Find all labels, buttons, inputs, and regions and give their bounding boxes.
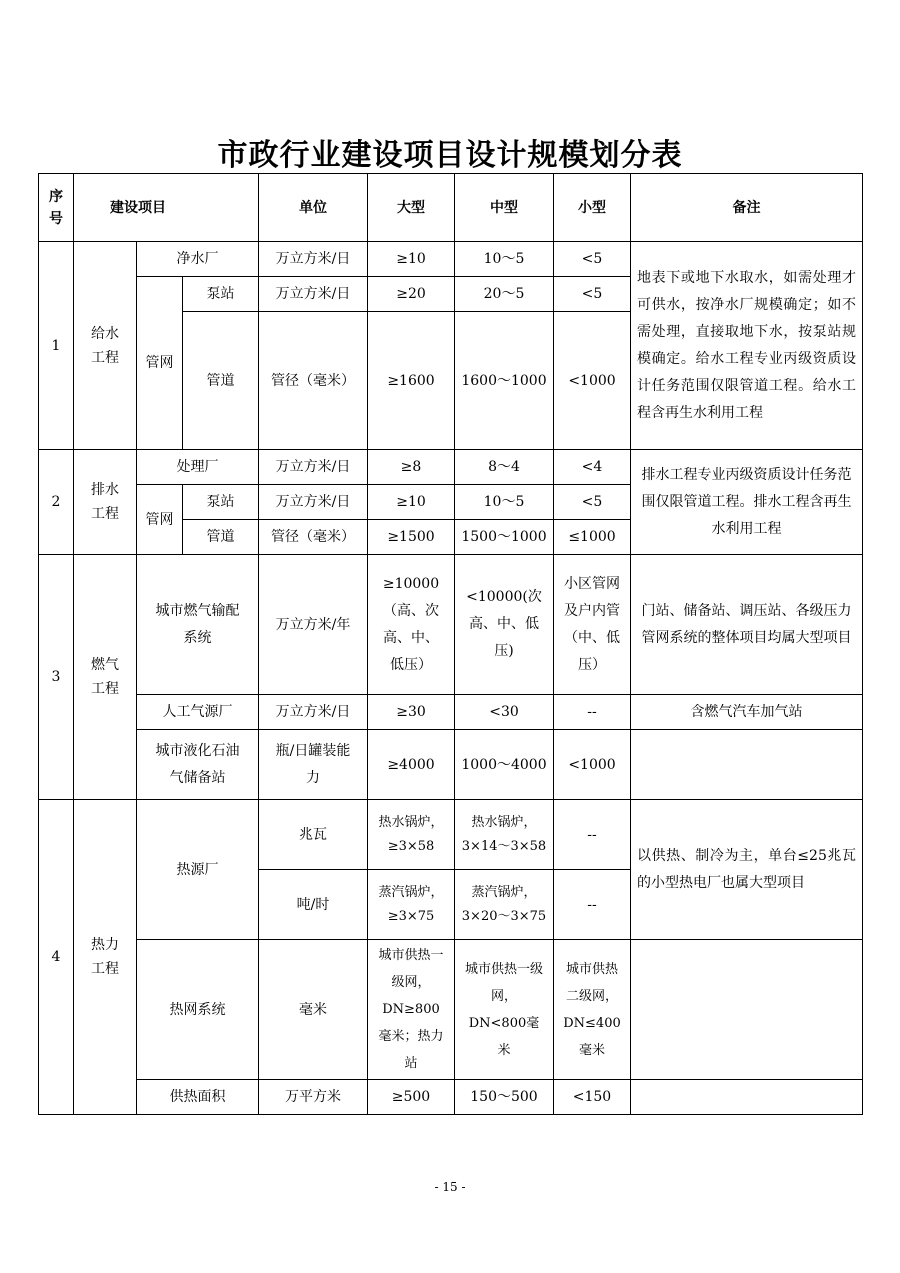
small-cell: <5 bbox=[554, 485, 631, 520]
item-cell: 泵站 bbox=[183, 277, 259, 312]
large-cell: ≥1500 bbox=[368, 520, 455, 555]
large-cell: ≥20 bbox=[368, 277, 455, 312]
group-name: 给水工程 bbox=[74, 242, 137, 450]
medium-cell: 150～500 bbox=[455, 1080, 554, 1115]
remark-cell: 门站、储备站、调压站、各级压力管网系统的整体项目均属大型项目 bbox=[631, 555, 863, 695]
item-cell: 供热面积 bbox=[137, 1080, 259, 1115]
small-cell: <5 bbox=[554, 277, 631, 312]
table-row bbox=[39, 695, 863, 730]
unit-cell: 万立方米/日 bbox=[259, 695, 368, 730]
seq-cell: 4 bbox=[39, 800, 74, 1115]
item-cell: 城市燃气输配系统 bbox=[137, 555, 259, 695]
header-unit: 单位 bbox=[259, 174, 368, 242]
remark-cell: 排水工程专业丙级资质设计任务范围仅限管道工程。排水工程含再生水利用工程 bbox=[631, 450, 863, 555]
remark-cell bbox=[631, 730, 863, 800]
large-cell: ≥8 bbox=[368, 450, 455, 485]
unit-cell: 管径（毫米） bbox=[259, 312, 368, 450]
page-title: 市政行业建设项目设计规模划分表 bbox=[217, 138, 683, 173]
medium-cell: 10～5 bbox=[455, 242, 554, 277]
unit-cell: 万立方米/日 bbox=[259, 450, 368, 485]
item-cell: 热源厂 bbox=[137, 800, 259, 940]
small-cell: <1000 bbox=[554, 312, 631, 450]
header-seq: 序号 bbox=[39, 174, 74, 242]
item-cell: 管道 bbox=[183, 520, 259, 555]
unit-cell: 吨/时 bbox=[259, 870, 368, 940]
large-cell: ≥10000（高、次高、中、低压） bbox=[368, 555, 455, 695]
unit-cell: 管径（毫米） bbox=[259, 520, 368, 555]
small-cell: <1000 bbox=[554, 730, 631, 800]
large-cell: 城市供热一级网，DN≥800毫米；热力站 bbox=[368, 940, 455, 1080]
small-cell: <4 bbox=[554, 450, 631, 485]
remark-cell: 以供热、制冷为主，单台≤25兆瓦的小型热电厂也属大型项目 bbox=[631, 800, 863, 940]
medium-cell: 8～4 bbox=[455, 450, 554, 485]
table-row bbox=[39, 730, 863, 800]
item-cell: 泵站 bbox=[183, 485, 259, 520]
medium-cell: 蒸汽锅炉，3×20～3×75 bbox=[455, 870, 554, 940]
medium-cell: <30 bbox=[455, 695, 554, 730]
pipe-net-cell: 管网 bbox=[137, 485, 183, 555]
unit-cell: 兆瓦 bbox=[259, 800, 368, 870]
large-cell: 蒸汽锅炉，≥3×75 bbox=[368, 870, 455, 940]
unit-cell: 瓶/日罐装能力 bbox=[259, 730, 368, 800]
unit-cell: 万立方米/年 bbox=[259, 555, 368, 695]
unit-cell: 毫米 bbox=[259, 940, 368, 1080]
item-cell: 人工气源厂 bbox=[137, 695, 259, 730]
table-row bbox=[39, 450, 863, 485]
medium-cell: 1600～1000 bbox=[455, 312, 554, 450]
item-cell: 热网系统 bbox=[137, 940, 259, 1080]
table-row bbox=[39, 555, 863, 695]
group-name: 热力工程 bbox=[74, 800, 137, 1115]
group-name: 排水工程 bbox=[74, 450, 137, 555]
scale-table bbox=[38, 173, 863, 1115]
small-cell: <150 bbox=[554, 1080, 631, 1115]
large-cell: ≥30 bbox=[368, 695, 455, 730]
large-cell: ≥1600 bbox=[368, 312, 455, 450]
group-name: 燃气工程 bbox=[74, 555, 137, 800]
small-cell: -- bbox=[554, 870, 631, 940]
large-cell: ≥10 bbox=[368, 485, 455, 520]
header-small: 小型 bbox=[554, 174, 631, 242]
small-cell: 小区管网及户内管（中、低压） bbox=[554, 555, 631, 695]
header-large: 大型 bbox=[368, 174, 455, 242]
unit-cell: 万立方米/日 bbox=[259, 242, 368, 277]
medium-cell: <10000(次高、中、低压) bbox=[455, 555, 554, 695]
large-cell: ≥500 bbox=[368, 1080, 455, 1115]
small-cell: -- bbox=[554, 800, 631, 870]
medium-cell: 1500～1000 bbox=[455, 520, 554, 555]
medium-cell: 10～5 bbox=[455, 485, 554, 520]
remark-cell: 地表下或地下水取水，如需处理才可供水，按净水厂规模确定；如不需处理，直接取地下水，按泵站规模确定。给水工程专业丙级资质设计任务范围仅限管道工程。给水工程含再生水利用工程 bbox=[631, 242, 863, 450]
remark-cell bbox=[631, 1080, 863, 1115]
small-cell: 城市供热二级网，DN≤400毫米 bbox=[554, 940, 631, 1080]
large-cell: 热水锅炉，≥3×58 bbox=[368, 800, 455, 870]
table-row bbox=[39, 940, 863, 1080]
large-cell: ≥10 bbox=[368, 242, 455, 277]
table-header-row bbox=[39, 174, 863, 242]
table-row bbox=[39, 1080, 863, 1115]
pipe-net-cell: 管网 bbox=[137, 277, 183, 450]
medium-cell: 城市供热一级网，DN<800毫米 bbox=[455, 940, 554, 1080]
large-cell: ≥4000 bbox=[368, 730, 455, 800]
page-number: - 15 - bbox=[434, 1180, 466, 1194]
small-cell: <5 bbox=[554, 242, 631, 277]
remark-cell bbox=[631, 940, 863, 1080]
seq-cell: 3 bbox=[39, 555, 74, 800]
unit-cell: 万平方米 bbox=[259, 1080, 368, 1115]
unit-cell: 万立方米/日 bbox=[259, 485, 368, 520]
small-cell: -- bbox=[554, 695, 631, 730]
seq-cell: 2 bbox=[39, 450, 74, 555]
header-item: 建设项目 bbox=[74, 174, 259, 242]
medium-cell: 1000～4000 bbox=[455, 730, 554, 800]
unit-cell: 万立方米/日 bbox=[259, 277, 368, 312]
item-cell: 净水厂 bbox=[137, 242, 259, 277]
table-row bbox=[39, 800, 863, 870]
seq-cell: 1 bbox=[39, 242, 74, 450]
table-row bbox=[39, 242, 863, 277]
item-cell: 城市液化石油气储备站 bbox=[137, 730, 259, 800]
remark-cell: 含燃气汽车加气站 bbox=[631, 695, 863, 730]
header-medium: 中型 bbox=[455, 174, 554, 242]
item-cell: 管道 bbox=[183, 312, 259, 450]
medium-cell: 20～5 bbox=[455, 277, 554, 312]
small-cell: ≤1000 bbox=[554, 520, 631, 555]
header-remark: 备注 bbox=[631, 174, 863, 242]
medium-cell: 热水锅炉，3×14～3×58 bbox=[455, 800, 554, 870]
item-cell: 处理厂 bbox=[137, 450, 259, 485]
